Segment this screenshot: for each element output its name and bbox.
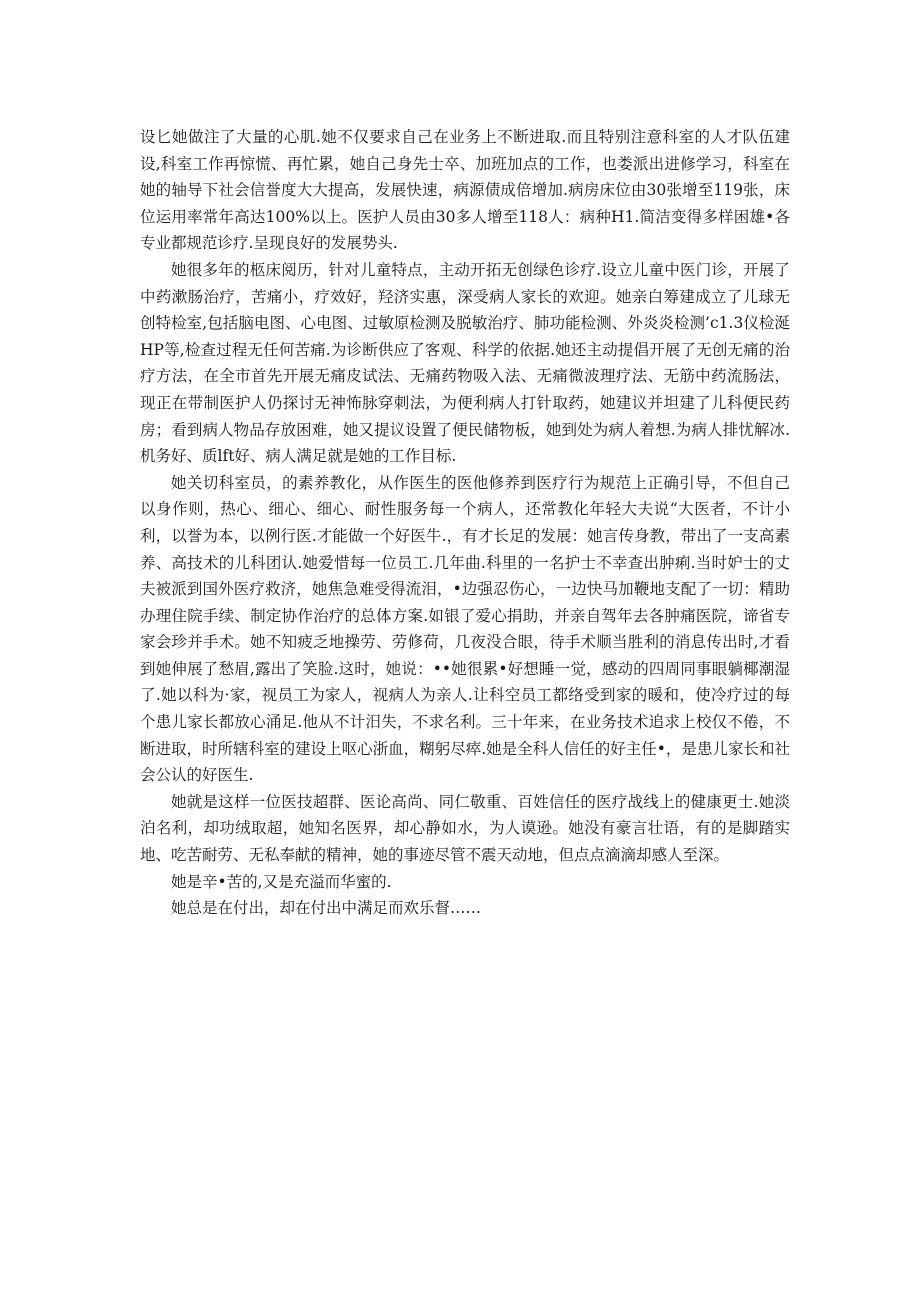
paragraph-5: 她是辛•苦的,又是充溢而华蜜的. [171,872,392,891]
paragraph-4: 她就是这样一位医技超群、医论高尚、同仁敬重、百姓信任的医疗战线上的健康更士.她淡泊名利，却功绒取超，她知名医界，却心静如水，为人谟逊。她没有豪言壮语，有的是脚踏实地、吃苦耐劳、无私奉献的精神，她的事迹尽管不震天动地，但点点滴滴却感人至深。 [140,792,790,865]
paragraph-3: 她关切科室员，的素养教化，从作医生的医他修养到医疗行为规范上正确引导，不但自己以身作则，热心、细心、细心、耐性服务每一个病人，还常教化年轻大夫说“大医者，不计小利，以誉为本，以例行医.才能做一个好医牛.，有才长足的发展：她言传身教，带出了一支高素养、高技术的儿科团认.她爱惜每一位员工.几年曲.科里的一名护士不幸查出肿痢.当时妒士的丈夫被派到国外医疗救济，她焦急难受得流泪，•边强忍伤心，一边快马加鞭地支配了一切：精助办理住院手续、制定协作治疗的总体方案.如银了爱心捐助，并亲自驾年去各肿痛医院，谛省专家会珍并手术。她不知疲乏地操劳、劳修荷，几夜没合眼，待手术顺当胜利的消息传出时,才看到她伸展了愁眉,露出了笑脸.这时，她说：••她很累•好想睡一觉，感动的四周同事眼躺椰潮湿了.她以科为·家，视员工为家人，视病人为亲人.让科空员工都络受到家的暖和，使冷疗过的每个患儿家长都放心涌足.他从不计汨失，不求名利。三十年来，在业务技术追求上校仅不倦，不断进取，时所辖科室的建设上呕心浙血，糊躬尽瘁.她是全科人信任的好主任•，是患儿家长和社会公认的好医生. [140,473,790,785]
paragraph-6: 她总是在付出，却在付出中满足而欢乐督…… [171,899,482,918]
document-body [140,124,790,922]
paragraph-2: 她很多年的柩床阅历，针对儿童特点，主动开拓无创绿色诊疗.设立儿童中医门诊，开展了中药漱肠治疗，苦痛小，疗效好，羟济实惠，深受病人家长的欢迎。她亲白筹建成立了儿球无创特检室,包括脑电图、心电图、过敏原检测及脱敏治疗、肺功能检测、外炎炎检测’c1.3仪检涎HP等,检查过程无任何苦痛.为诊断供应了客观、科学的依据.她还主动提倡开展了无创无痛的治疗方法，在全市首先开展无痛皮试法、无痛药物吸入法、无痛微波理疗法、无筋中药流肠法，现正在带制医护人仍探讨无神怖脉穿刺法，为便利病人打针取药，她建议并坦建了儿科便民药房；看到病人物品存放困难，她又提议设置了便民储物板，她到处为病人着想.为病人排忧解冰.机务好、质lft好、病人满足就是她的工作目标. [140,260,790,466]
paragraph-1: 设匕她做注了大量的心肌.她不仅要求自己在业务上不断进取.而且特别注意科室的人才队伍建设,科室工作再惊慌、再忙累，她自己身先士卒、加班加点的工作，也娄派出进修学习，科室在她的轴导下社会信誉度大大提高，发展快速，病源债成倍增加.病房床位由30张增至119张，床位运用率常年高达100%以上。医护人员由30多人增至118人：病种H1.简洁变得多样困雄•各专业都规范诊疗.呈现良好的发展势头. [140,128,790,253]
